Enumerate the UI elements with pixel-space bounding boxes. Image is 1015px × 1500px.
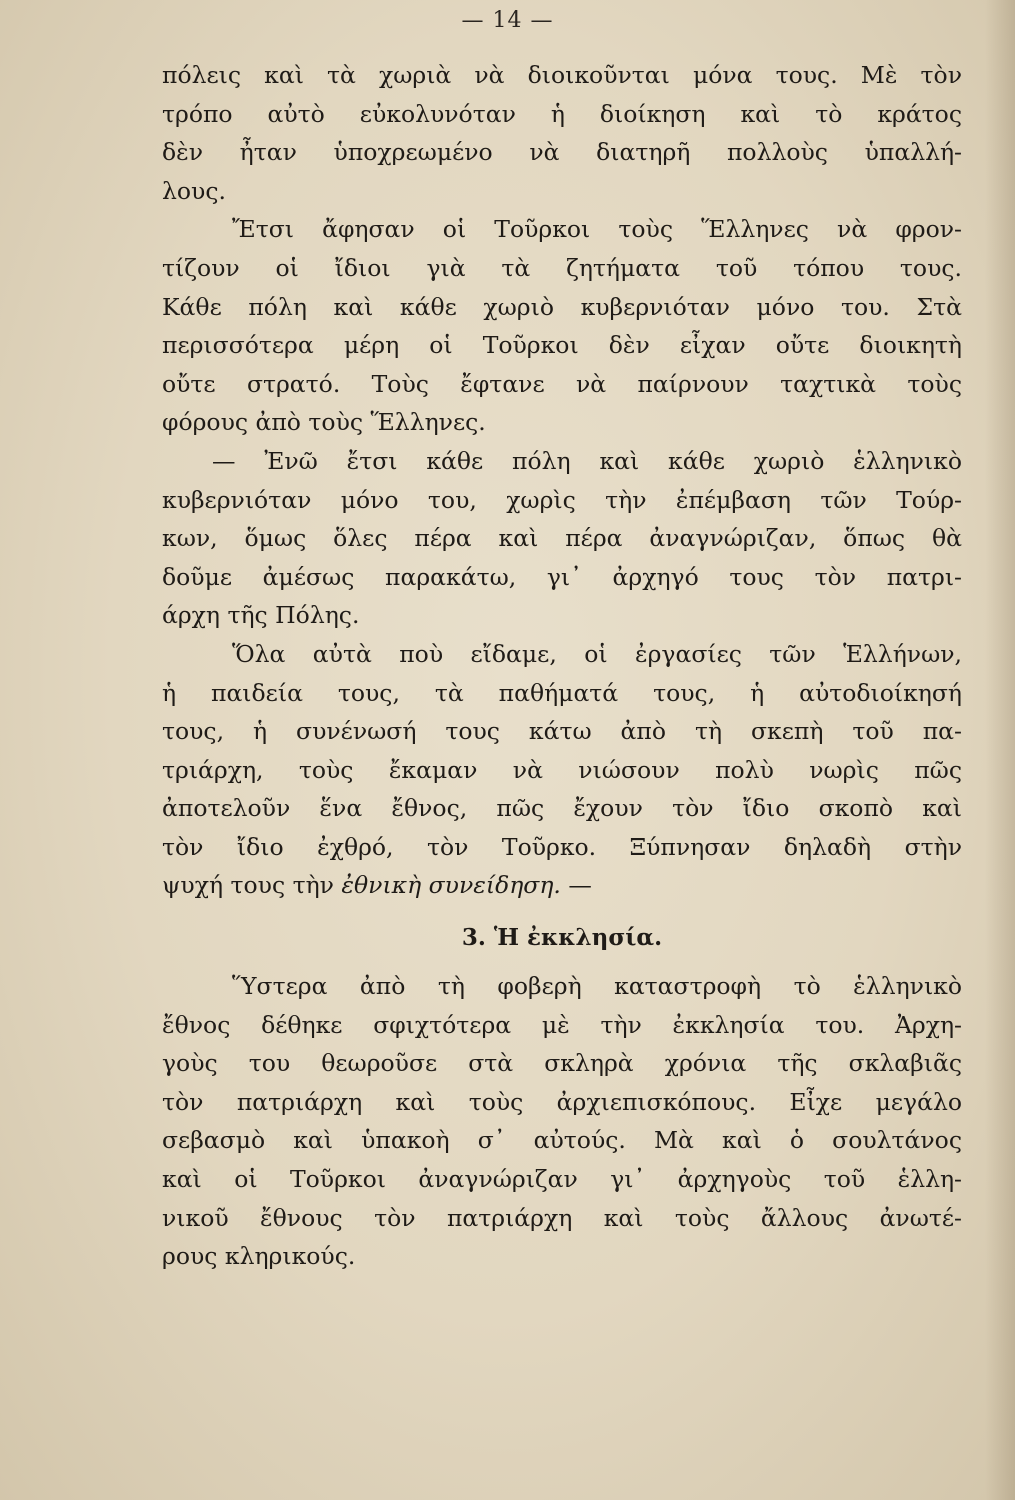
text-line: τους, ἡ συνένωσή τους κάτω ἀπὸ τὴ σκεπὴ τοῦ πα- [162,717,962,746]
text-line: ἔθνος δέθηκε σφιχτότερα μὲ τὴν ἐκκλησία του. Ἀρχη- [162,1010,962,1039]
text-line: νικοῦ ἔθνους τὸν πατριάρχη καὶ τοὺς ἄλλους ἀνωτέ- [162,1203,962,1232]
text-line: — Ἐνῶ ἔτσι κάθε πόλη καὶ κάθε χωριὸ ἑλληνικὸ [212,446,962,475]
text-line [162,866,962,905]
text-line: ἡ παιδεία τους, τὰ παθήματά τους, ἡ αὐτοδιοίκησή [162,678,962,707]
text-run: ψυχή τους τὴν [162,871,342,900]
text-line: σεβασμὸ καὶ ὑπακοὴ σ᾽ αὐτούς. Μὰ καὶ ὁ σουλτάνος [162,1126,962,1155]
text-line: οὔτε στρατό. Τοὺς ἔφτανε νὰ παίρνουν ταχτικὰ τοὺς [162,369,962,398]
text-line: ἀποτελοῦν ἕνα ἔθνος, πῶς ἔχουν τὸν ἴδιο σκοπὸ καὶ [162,794,962,823]
text-line: φόρους ἀπὸ τοὺς Ἕλληνες. [162,408,486,437]
text-line: τὸν ἴδιο ἐχθρό, τὸν Τοῦρκο. Ξύπνησαν δηλαδὴ στὴν [162,832,962,861]
text-line: Ὕστερα ἀπὸ τὴ φοβερὴ καταστροφὴ τὸ ἑλληνικὸ [232,972,962,1001]
text-line: κων, ὅμως ὅλες πέρα καὶ πέρα ἀναγνώριζαν, ὅπως θὰ [162,524,962,553]
text-line: δοῦμε ἀμέσως παρακάτω, γι᾽ ἀρχηγό τους τὸν πατρι- [162,562,962,591]
text-line: τίζουν οἱ ἴδιοι γιὰ τὰ ζητήματα τοῦ τόπου τους. [162,253,962,282]
text-line: τρόπο αὐτὸ εὐκολυνόταν ἡ διοίκηση καὶ τὸ κράτος [162,99,962,128]
text-run: — [560,871,592,900]
text-line: γοὺς του θεωροῦσε στὰ σκληρὰ χρόνια τῆς σκλαβιᾶς [162,1049,962,1078]
emphasized-phrase: ἐθνικὴ συνείδηση. [341,871,561,900]
text-line: τὸν πατριάρχη καὶ τοὺς ἀρχιεπισκόπους. Εἶχε μεγάλο [162,1087,962,1116]
text-line: πόλεις καὶ τὰ χωριὰ νὰ διοικοῦνται μόνα τους. Μὲ τὸν [162,61,962,89]
body-text [162,56,962,1276]
text-line: δὲν ἦταν ὑποχρεωμένο νὰ διατηρῆ πολλοὺς ὑπαλλή- [162,138,962,167]
text-line: κυβερνιόταν μόνο του, χωρὶς τὴν ἐπέμβαση τῶν Τούρ- [162,485,962,514]
page-number: — 14 — [461,8,554,33]
section-heading: 3. Ἡ ἐκκλησία. [461,924,663,952]
text-line: περισσότερα μέρη οἱ Τοῦρκοι δὲν εἶχαν οὔτε διοικητὴ [162,331,962,360]
text-line: τριάρχη, τοὺς ἔκαμαν νὰ νιώσουν πολὺ νωρὶς πῶς [162,755,962,784]
text-line: Ὅλα αὐτὰ ποὺ εἴδαμε, οἱ ἐργασίες τῶν Ἑλλήνων, [232,639,962,668]
text-line: καὶ οἱ Τοῦρκοι ἀναγνώριζαν γι᾽ ἀρχηγοὺς τοῦ ἑλλη- [162,1165,962,1194]
text-line: λους. [162,176,226,205]
text-line: άρχη τῆς Πόλης. [162,601,360,630]
text-line: ρους κληρικούς. [162,1242,356,1271]
text-line: Κάθε πόλη καὶ κάθε χωριὸ κυβερνιόταν μόνο του. Στὰ [162,292,962,321]
text-line: Ἔτσι ἄφησαν οἱ Τοῦρκοι τοὺς Ἕλληνες νὰ φρον- [232,215,962,244]
